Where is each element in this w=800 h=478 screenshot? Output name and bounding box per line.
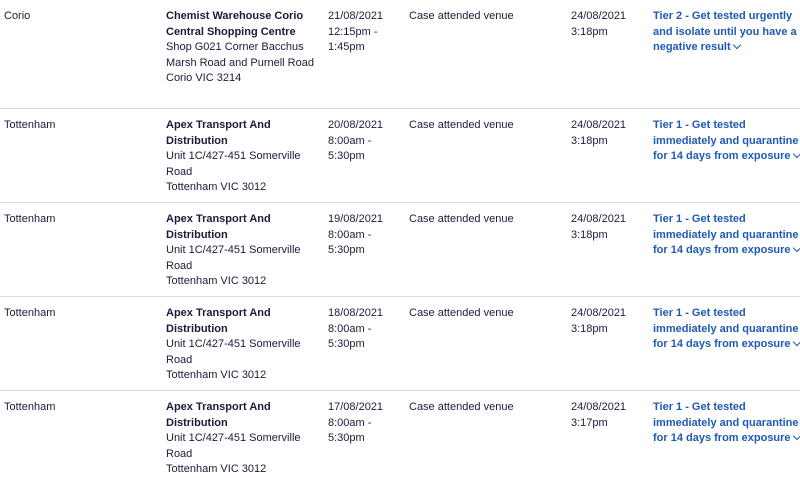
added-date: 24/08/2021	[571, 213, 627, 225]
added-time: 3:18pm	[571, 134, 608, 147]
exposure-time: 8:00am - 5:30pm	[328, 228, 372, 256]
site-cell	[166, 306, 316, 384]
exposure-date: 19/08/2021	[328, 213, 384, 225]
exposure-time: 8:00am - 5:30pm	[328, 416, 372, 444]
exposure-period-cell	[328, 9, 400, 56]
site-name: Apex Transport And Distribution	[166, 307, 271, 335]
added-date: 24/08/2021	[571, 401, 627, 413]
site-address-line: Unit 1C/427-451 Somerville Road	[166, 338, 301, 366]
site-address-line: Tottenham VIC 3012	[166, 181, 267, 193]
site-address-line: Tottenham VIC 3012	[166, 463, 267, 475]
added-date: 24/08/2021	[571, 307, 627, 319]
notes-cell: Case attended venue	[409, 213, 514, 225]
exposure-date: 18/08/2021	[328, 307, 384, 319]
health-advice-text: Tier 1 - Get tested immediately and quarantine for 14 days from exposure	[653, 307, 799, 350]
site-address-line: Unit 1C/427-451 Somerville Road	[166, 150, 301, 178]
health-advice-text: Tier 2 - Get tested urgently and isolate until you have a negative result	[653, 10, 797, 53]
health-advice-toggle[interactable]	[653, 400, 800, 447]
site-address-line: Unit 1C/427-451 Somerville Road	[166, 244, 301, 272]
site-name: Chemist Warehouse Corio Central Shopping Centre	[166, 10, 304, 38]
added-time: 3:18pm	[571, 25, 608, 38]
site-cell	[166, 118, 316, 196]
table-row	[0, 297, 800, 391]
site-name: Apex Transport And Distribution	[166, 401, 271, 429]
notes-cell: Case attended venue	[409, 119, 514, 131]
site-cell	[166, 400, 316, 478]
notes-cell: Case attended venue	[409, 10, 514, 22]
health-advice-toggle[interactable]	[653, 212, 800, 259]
chevron-down-icon	[792, 338, 800, 346]
table-row	[0, 109, 800, 203]
exposure-time: 12:15pm - 1:45pm	[328, 25, 378, 53]
site-cell	[166, 212, 316, 290]
added-time: 3:17pm	[571, 416, 608, 429]
exposure-period-cell	[328, 306, 400, 353]
added-date: 24/08/2021	[571, 10, 627, 22]
site-name: Apex Transport And Distribution	[166, 213, 271, 241]
exposure-period-cell	[328, 400, 400, 447]
added-time-cell	[571, 118, 641, 149]
health-advice-text: Tier 1 - Get tested immediately and quarantine for 14 days from exposure	[653, 213, 799, 256]
added-time-cell	[571, 400, 641, 431]
exposure-time: 8:00am - 5:30pm	[328, 134, 372, 162]
notes-cell: Case attended venue	[409, 307, 514, 319]
site-address-line: Tottenham VIC 3012	[166, 275, 267, 287]
health-advice-toggle[interactable]	[653, 9, 800, 56]
exposure-time: 8:00am - 5:30pm	[328, 322, 372, 350]
health-advice-text: Tier 1 - Get tested immediately and quarantine for 14 days from exposure	[653, 401, 799, 444]
health-advice-toggle[interactable]	[653, 118, 800, 165]
health-advice-text: Tier 1 - Get tested immediately and quarantine for 14 days from exposure	[653, 119, 799, 162]
site-address-line: Unit 1C/427-451 Somerville Road	[166, 432, 301, 460]
added-date: 24/08/2021	[571, 119, 627, 131]
exposure-date: 17/08/2021	[328, 401, 384, 413]
suburb-cell: Tottenham	[4, 401, 56, 413]
table-row	[0, 391, 800, 475]
suburb-cell: Tottenham	[4, 307, 56, 319]
site-address-line: Corio VIC 3214	[166, 72, 242, 84]
chevron-down-icon	[792, 150, 800, 158]
added-time: 3:18pm	[571, 322, 608, 335]
health-advice-toggle[interactable]	[653, 306, 800, 353]
site-name: Apex Transport And Distribution	[166, 119, 271, 147]
suburb-cell: Corio	[4, 10, 31, 22]
exposure-period-cell	[328, 118, 400, 165]
suburb-cell: Tottenham	[4, 213, 56, 225]
suburb-cell: Tottenham	[4, 119, 56, 131]
table-row	[0, 203, 800, 297]
site-address-line: Shop G021 Corner Bacchus Marsh Road and Purnell Road	[166, 41, 314, 69]
site-cell	[166, 9, 316, 87]
chevron-down-icon	[732, 41, 740, 49]
exposure-date: 21/08/2021	[328, 10, 384, 22]
chevron-down-icon	[792, 432, 800, 440]
exposure-date: 20/08/2021	[328, 119, 384, 131]
added-time-cell	[571, 212, 641, 243]
table-row	[0, 0, 800, 109]
exposure-period-cell	[328, 212, 400, 259]
chevron-down-icon	[792, 244, 800, 252]
site-address-line: Tottenham VIC 3012	[166, 369, 267, 381]
added-time-cell	[571, 306, 641, 337]
notes-cell: Case attended venue	[409, 401, 514, 413]
added-time: 3:18pm	[571, 228, 608, 241]
added-time-cell	[571, 9, 641, 40]
